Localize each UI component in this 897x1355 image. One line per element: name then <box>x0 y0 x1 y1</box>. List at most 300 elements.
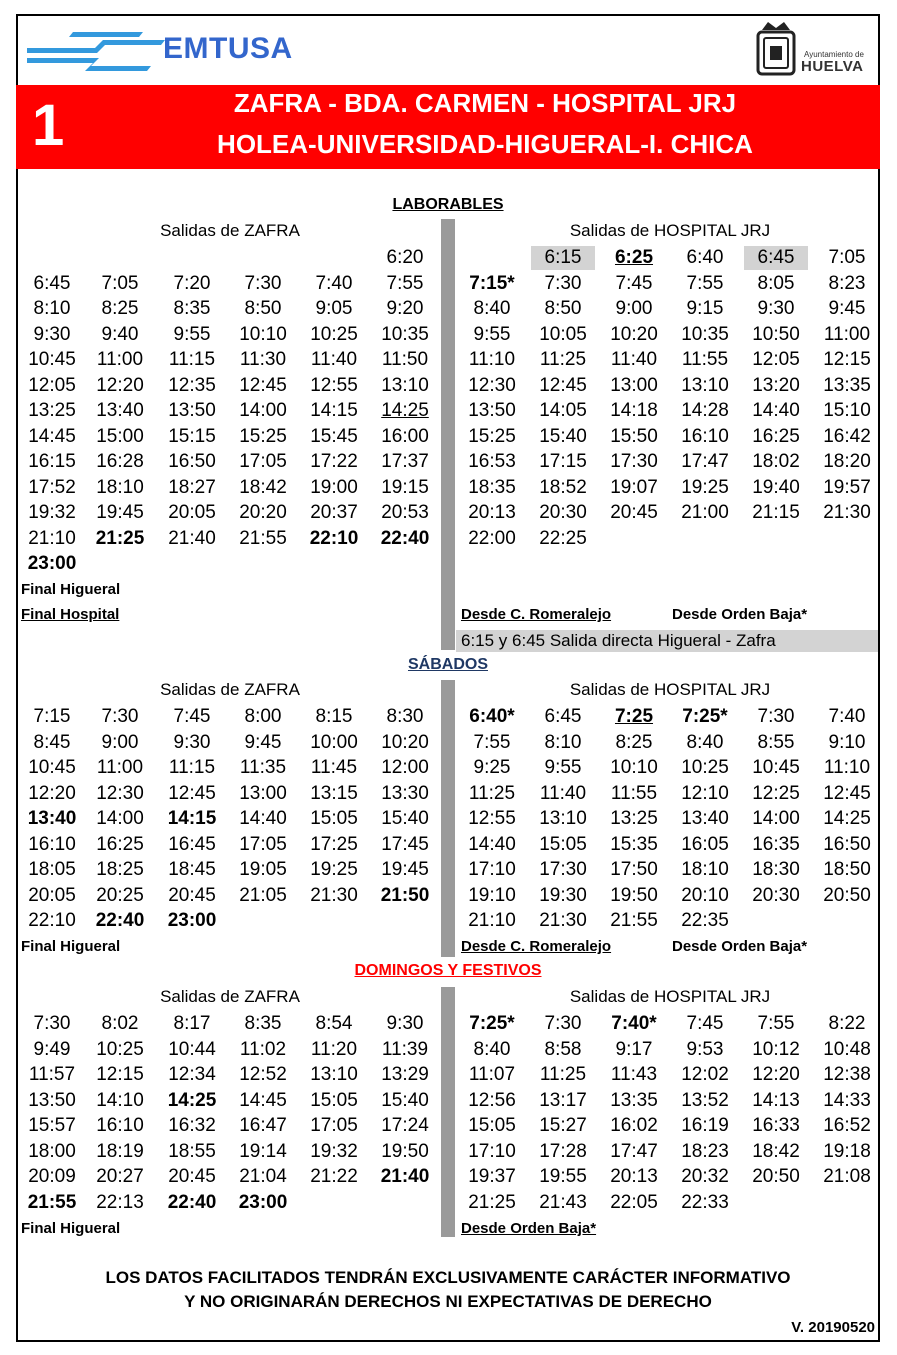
departure-time: 11:20 <box>310 1038 358 1060</box>
departure-time: 7:05 <box>828 247 866 268</box>
departure-time: 17:10 <box>468 1140 516 1162</box>
departure-time: 11:40 <box>610 349 658 370</box>
departure-time: 10:45 <box>752 757 800 778</box>
departure-time: 7:30 <box>33 1013 71 1034</box>
departure-time: 19:30 <box>539 884 587 906</box>
departure-time: 8:55 <box>757 731 795 753</box>
departure-time: 19:32 <box>28 502 76 523</box>
departure-time: 7:25* <box>469 1013 515 1034</box>
departure-time: 13:17 <box>539 1089 587 1111</box>
departure-time: 8:00 <box>244 706 282 727</box>
departure-time: 14:40 <box>752 400 800 421</box>
departure-time: 8:25 <box>615 731 653 753</box>
departure-time: 21:55 <box>239 527 287 549</box>
departure-time: 22:40 <box>380 527 430 549</box>
departure-time: 22:40 <box>95 910 145 931</box>
departure-time: 7:40* <box>611 1013 657 1034</box>
departure-time: 21:30 <box>539 910 587 931</box>
departure-time: 9:00 <box>101 731 139 753</box>
departure-time: 10:00 <box>310 731 358 753</box>
departure-time: 17:15 <box>539 451 587 472</box>
note-desde-romeralejo: Desde C. Romeralejo <box>461 606 612 623</box>
right-header: Salidas de HOSPITAL JRJ <box>569 987 771 1006</box>
departure-time: 9:17 <box>615 1038 653 1060</box>
departure-time: 8:45 <box>33 731 71 753</box>
departure-time: 15:00 <box>96 425 144 447</box>
departure-time: 17:10 <box>468 859 516 880</box>
departure-time: 21:40 <box>380 1166 430 1187</box>
departure-time: 12:00 <box>381 757 429 778</box>
departure-time: 15:40 <box>381 1089 429 1111</box>
brand-name: EMTUSA <box>163 32 293 65</box>
departure-time: 13:40 <box>27 808 77 829</box>
departure-time: 18:20 <box>823 451 871 472</box>
departure-time: 9:55 <box>173 323 211 345</box>
departure-time: 20:13 <box>468 502 516 523</box>
departure-time: 7:30 <box>101 706 139 727</box>
departure-time: 23:00 <box>238 1191 288 1213</box>
departure-time: 13:10 <box>681 374 729 396</box>
departure-time: 19:10 <box>468 884 516 906</box>
left-header: Salidas de ZAFRA <box>160 680 300 699</box>
departure-time: 21:40 <box>168 527 216 549</box>
departure-time: 16:32 <box>168 1115 216 1136</box>
departure-time: 7:30 <box>757 706 795 727</box>
departure-time: 19:25 <box>681 476 729 498</box>
departure-time: 13:50 <box>168 400 216 421</box>
departure-time: 9:20 <box>386 298 424 319</box>
departure-time: 14:40 <box>468 833 516 855</box>
departure-time: 12:10 <box>681 782 729 804</box>
departure-time: 13:29 <box>381 1064 429 1085</box>
departure-time: 16:19 <box>681 1115 729 1136</box>
departure-time: 13:40 <box>681 808 729 829</box>
departure-time: 11:40 <box>310 349 358 370</box>
departure-time: 14:18 <box>610 400 658 421</box>
departure-time: 12:35 <box>168 374 216 396</box>
departure-time: 8:58 <box>544 1038 582 1060</box>
departure-time: 9:45 <box>244 731 282 753</box>
departure-time: 13:50 <box>28 1089 76 1111</box>
left-header: Salidas de ZAFRA <box>160 987 300 1006</box>
departure-time: 19:05 <box>239 859 287 880</box>
departure-time: 6:40* <box>469 706 515 727</box>
departure-time: 11:30 <box>239 349 287 370</box>
departure-time: 22:05 <box>610 1191 658 1213</box>
departure-time: 17:52 <box>28 476 76 498</box>
departure-time: 19:14 <box>239 1140 287 1162</box>
departure-time: 9:55 <box>544 757 582 778</box>
departure-time: 16:25 <box>752 425 800 447</box>
departure-time: 20:10 <box>681 884 729 906</box>
note-desde-romeralejo: Desde C. Romeralejo <box>461 938 612 955</box>
departure-time: 9:45 <box>828 298 866 319</box>
departure-time: 17:05 <box>239 833 287 855</box>
departure-time: 11:45 <box>310 757 358 778</box>
departure-time: 9:30 <box>33 323 71 345</box>
departure-time: 18:30 <box>752 859 800 880</box>
departure-time: 10:50 <box>752 323 800 345</box>
departure-time: 12:30 <box>96 782 144 804</box>
departure-time: 19:00 <box>310 476 358 498</box>
departure-time: 21:10 <box>28 527 76 549</box>
departure-time: 12:15 <box>96 1064 144 1085</box>
route-title-line1: ZAFRA - BDA. CARMEN - HOSPITAL JRJ <box>233 88 737 118</box>
departure-time: 6:45 <box>33 272 71 294</box>
departure-time: 16:02 <box>610 1115 658 1136</box>
departure-time: 22:25 <box>539 527 587 549</box>
departure-time: 13:00 <box>610 374 658 396</box>
departure-time: 13:25 <box>28 400 76 421</box>
departure-time: 14:33 <box>823 1089 871 1111</box>
departure-time: 7:15 <box>33 706 71 727</box>
departure-time: 14:25 <box>381 400 429 421</box>
departure-time: 18:55 <box>168 1140 216 1162</box>
departure-time: 7:55 <box>757 1013 795 1034</box>
departure-time: 17:45 <box>381 833 429 855</box>
departure-time: 17:30 <box>610 451 658 472</box>
departure-time: 16:50 <box>823 833 871 855</box>
left-header: Salidas de ZAFRA <box>160 221 300 240</box>
departure-time: 6:45 <box>544 706 582 727</box>
departure-time: 13:52 <box>681 1089 729 1111</box>
departure-time: 10:20 <box>610 323 658 345</box>
departure-time: 10:44 <box>168 1038 216 1060</box>
departure-time: 18:45 <box>168 859 216 880</box>
departure-time: 20:45 <box>168 1166 216 1187</box>
departure-time: 18:05 <box>28 859 76 880</box>
departure-time: 11:00 <box>823 323 871 345</box>
departure-time: 8:25 <box>101 298 139 319</box>
departure-time: 9:30 <box>173 731 211 753</box>
version-label: V. 20190520 <box>791 1319 875 1336</box>
departure-time: 9:40 <box>101 323 139 345</box>
departure-time: 19:25 <box>310 859 358 880</box>
ayuntamiento-label: Ayuntamiento de <box>804 50 864 59</box>
departure-time: 12:45 <box>239 374 287 396</box>
departure-time: 8:50 <box>544 298 582 319</box>
departure-time: 21:05 <box>239 884 287 906</box>
departure-time: 14:00 <box>96 808 144 829</box>
departure-time: 15:40 <box>539 425 587 447</box>
departure-time: 7:30 <box>544 1013 582 1034</box>
departure-time: 11:25 <box>539 349 587 370</box>
disclaimer-line1: LOS DATOS FACILITADOS TENDRÁN EXCLUSIVAMENTE CARÁCTER INFORMATIVO <box>105 1268 791 1287</box>
departure-time: 11:02 <box>239 1038 287 1060</box>
departure-time: 10:20 <box>381 731 429 753</box>
departure-time: 8:35 <box>244 1013 282 1034</box>
departure-time: 13:35 <box>610 1089 658 1111</box>
departure-time: 21:15 <box>752 502 800 523</box>
departure-time: 18:10 <box>681 859 729 880</box>
departure-time: 14:40 <box>239 808 287 829</box>
section-title: DOMINGOS Y FESTIVOS <box>354 962 542 979</box>
note-desde-orden-baja: Desde Orden Baja* <box>672 938 808 955</box>
departure-time: 11:39 <box>381 1038 429 1060</box>
departure-time: 9:55 <box>473 323 511 345</box>
departure-time: 12:45 <box>168 782 216 804</box>
departure-time: 16:10 <box>96 1115 144 1136</box>
departure-time: 13:00 <box>239 782 287 804</box>
departure-time: 6:45 <box>744 246 808 270</box>
departure-time: 14:28 <box>681 400 729 421</box>
departure-time: 9:53 <box>686 1038 724 1060</box>
departure-time: 12:25 <box>752 782 800 804</box>
departure-time: 22:10 <box>309 527 359 549</box>
departure-time: 9:49 <box>33 1038 71 1060</box>
departure-time: 12:20 <box>28 782 76 804</box>
departure-time: 11:55 <box>681 349 729 370</box>
departure-time: 22:33 <box>681 1191 729 1213</box>
departure-time: 15:27 <box>539 1115 587 1136</box>
departure-time: 15:15 <box>168 425 216 447</box>
departure-time: 12:20 <box>752 1064 800 1085</box>
departure-time: 18:10 <box>96 476 144 498</box>
note-final-higueral: Final Higueral <box>21 581 121 598</box>
departure-time: 21:25 <box>468 1191 516 1213</box>
departure-time: 18:27 <box>168 476 216 498</box>
departure-time: 8:22 <box>828 1013 866 1034</box>
departure-time: 10:25 <box>96 1038 144 1060</box>
departure-time: 20:37 <box>310 502 358 523</box>
departure-time: 19:40 <box>752 476 800 498</box>
departure-time: 7:20 <box>173 272 211 294</box>
departure-time: 12:05 <box>28 374 76 396</box>
departure-time: 22:40 <box>167 1191 217 1213</box>
departure-time: 15:10 <box>823 400 871 421</box>
direct-departure-text: 6:15 y 6:45 Salida directa Higueral - Zafra <box>461 631 776 650</box>
departure-time: 22:00 <box>468 527 516 549</box>
departure-time: 17:28 <box>539 1140 587 1162</box>
departure-time: 20:30 <box>539 502 587 523</box>
departure-time: 6:40 <box>686 247 724 268</box>
departure-time: 20:50 <box>823 884 871 906</box>
departure-time: 7:30 <box>544 272 582 294</box>
departure-time: 14:15 <box>310 400 358 421</box>
departure-time: 16:28 <box>96 451 144 472</box>
departure-time: 20:25 <box>96 884 144 906</box>
right-header: Salidas de HOSPITAL JRJ <box>569 680 771 699</box>
departure-time: 16:45 <box>168 833 216 855</box>
departure-time: 11:55 <box>610 782 658 804</box>
departure-time: 19:55 <box>539 1166 587 1187</box>
departure-time: 16:47 <box>239 1115 287 1136</box>
departure-time: 11:25 <box>468 782 516 804</box>
departure-time: 10:10 <box>239 323 287 345</box>
departure-time: 11:15 <box>168 349 216 370</box>
departure-time: 8:40 <box>473 1038 511 1060</box>
section-title: LABORABLES <box>392 196 504 213</box>
departure-time: 16:10 <box>681 425 729 447</box>
departure-time: 21:55 <box>27 1191 77 1213</box>
departure-time: 9:30 <box>757 298 795 319</box>
departure-time: 12:30 <box>468 374 516 396</box>
departure-time: 11:00 <box>96 757 144 778</box>
departure-time: 7:45 <box>173 706 211 727</box>
departure-time: 21:30 <box>823 502 871 523</box>
departure-time: 20:09 <box>28 1166 76 1187</box>
departure-time: 13:10 <box>310 1064 358 1085</box>
departure-time: 6:15 <box>531 246 595 270</box>
departure-time: 21:08 <box>823 1166 871 1187</box>
departure-time: 8:30 <box>386 706 424 727</box>
departure-time: 17:37 <box>381 451 429 472</box>
departure-time: 19:57 <box>823 476 871 498</box>
departure-time: 14:15 <box>167 808 217 829</box>
departure-time: 12:55 <box>310 374 358 396</box>
departure-time: 8:54 <box>315 1013 353 1034</box>
note-final-higueral: Final Higueral <box>21 1220 121 1237</box>
departure-time: 12:05 <box>752 349 800 370</box>
departure-time: 15:35 <box>610 833 658 855</box>
departure-time: 20:45 <box>168 884 216 906</box>
departure-time: 20:50 <box>752 1166 800 1187</box>
right-header: Salidas de HOSPITAL JRJ <box>569 221 771 240</box>
departure-time: 9:10 <box>828 731 866 753</box>
departure-time: 19:32 <box>310 1140 358 1162</box>
departure-time: 19:15 <box>381 476 429 498</box>
departure-time: 13:10 <box>539 808 587 829</box>
departure-time: 15:05 <box>310 1089 358 1111</box>
departure-time: 11:57 <box>28 1064 76 1085</box>
note-final-hospital: Final Hospital <box>21 606 120 623</box>
departure-time: 18:42 <box>752 1140 800 1162</box>
departure-time: 19:45 <box>96 502 144 523</box>
section-title: SÁBADOS <box>407 656 488 673</box>
departure-time: 10:35 <box>681 323 729 345</box>
departure-time: 7:45 <box>615 272 653 294</box>
departure-time: 14:25 <box>823 808 871 829</box>
departure-time: 16:10 <box>28 833 76 855</box>
departure-time: 8:23 <box>828 272 866 294</box>
departure-time: 12:02 <box>681 1064 729 1085</box>
route-title-line2: HOLEA-UNIVERSIDAD-HIGUERAL-I. CHICA <box>217 129 753 159</box>
departure-time: 10:35 <box>381 323 429 345</box>
departure-time: 11:07 <box>468 1064 516 1085</box>
departure-time: 8:02 <box>101 1013 139 1034</box>
departure-time: 11:35 <box>239 757 287 778</box>
departure-time: 20:32 <box>681 1166 729 1187</box>
disclaimer-line2: Y NO ORIGINARÁN DERECHOS NI EXPECTATIVAS DE DERECHO <box>184 1292 712 1311</box>
departure-time: 21:30 <box>310 884 358 906</box>
departure-time: 18:35 <box>468 476 516 498</box>
departure-time: 8:10 <box>544 731 582 753</box>
departure-time: 16:25 <box>96 833 144 855</box>
departure-time: 17:50 <box>610 859 658 880</box>
departure-time: 19:18 <box>823 1140 871 1162</box>
departure-time: 18:00 <box>28 1140 76 1162</box>
departure-time: 19:07 <box>610 476 658 498</box>
departure-time: 14:10 <box>96 1089 144 1111</box>
departure-time: 18:25 <box>96 859 144 880</box>
departure-time: 20:05 <box>28 884 76 906</box>
departure-time: 7:55 <box>386 272 424 294</box>
departure-time: 19:50 <box>610 884 658 906</box>
departure-time: 15:45 <box>310 425 358 447</box>
departure-time: 10:45 <box>28 757 76 778</box>
departure-time: 14:00 <box>752 808 800 829</box>
departure-time: 9:05 <box>315 298 353 319</box>
departure-time: 7:25 <box>614 706 654 727</box>
departure-time: 15:50 <box>610 425 658 447</box>
departure-time: 7:30 <box>244 272 282 294</box>
departure-time: 15:05 <box>539 833 587 855</box>
departure-time: 11:15 <box>168 757 216 778</box>
departure-time: 8:40 <box>473 298 511 319</box>
departure-time: 7:55 <box>686 272 724 294</box>
departure-time: 20:05 <box>168 502 216 523</box>
departure-time: 18:02 <box>752 451 800 472</box>
departure-time: 13:30 <box>381 782 429 804</box>
departure-time: 21:22 <box>310 1166 358 1187</box>
departure-time: 14:45 <box>28 425 76 447</box>
departure-time: 18:23 <box>681 1140 729 1162</box>
departure-time: 8:35 <box>173 298 211 319</box>
departure-time: 17:24 <box>381 1115 429 1136</box>
departure-time: 14:13 <box>752 1089 800 1111</box>
departure-time: 7:40 <box>828 706 866 727</box>
line-number: 1 <box>32 93 65 158</box>
departure-time: 12:45 <box>539 374 587 396</box>
departure-time: 16:42 <box>823 425 871 447</box>
departure-time: 16:33 <box>752 1115 800 1136</box>
departure-time: 21:04 <box>239 1166 287 1187</box>
departure-time: 7:05 <box>101 272 139 294</box>
departure-time: 7:25* <box>682 706 728 727</box>
departure-time: 15:57 <box>28 1115 76 1136</box>
departure-time: 12:52 <box>239 1064 287 1085</box>
departure-time: 11:25 <box>539 1064 587 1085</box>
departure-time: 12:56 <box>468 1089 516 1111</box>
departure-time: 7:55 <box>473 731 511 753</box>
section-divider <box>441 219 455 650</box>
departure-time: 17:25 <box>310 833 358 855</box>
departure-time: 6:25 <box>614 247 654 268</box>
departure-time: 17:47 <box>681 451 729 472</box>
departure-time: 20:27 <box>96 1166 144 1187</box>
departure-time: 20:30 <box>752 884 800 906</box>
departure-time: 13:50 <box>468 400 516 421</box>
departure-time: 20:53 <box>381 502 429 523</box>
departure-time: 19:50 <box>381 1140 429 1162</box>
departure-time: 15:05 <box>468 1115 516 1136</box>
departure-time: 11:43 <box>610 1064 658 1085</box>
departure-time: 10:10 <box>610 757 658 778</box>
departure-time: 20:45 <box>610 502 658 523</box>
departure-time: 7:15* <box>469 272 515 294</box>
departure-time: 17:47 <box>610 1140 658 1162</box>
departure-time: 21:25 <box>95 527 145 549</box>
departure-time: 7:45 <box>686 1013 724 1034</box>
departure-time: 10:25 <box>310 323 358 345</box>
departure-time: 12:38 <box>823 1064 871 1085</box>
departure-time: 7:40 <box>315 272 353 294</box>
departure-time: 17:05 <box>310 1115 358 1136</box>
departure-time: 12:55 <box>468 808 516 829</box>
huelva-label: HUELVA <box>801 58 864 75</box>
departure-time: 16:50 <box>168 451 216 472</box>
departure-time: 22:10 <box>28 910 76 931</box>
departure-time: 23:00 <box>27 553 77 574</box>
note-desde-orden-baja: Desde Orden Baja* <box>672 606 808 623</box>
departure-time: 22:35 <box>681 910 729 931</box>
departure-time: 11:50 <box>381 349 429 370</box>
departure-time: 16:35 <box>752 833 800 855</box>
section-divider <box>441 680 455 957</box>
departure-time: 6:20 <box>386 247 424 268</box>
departure-time: 14:00 <box>239 400 287 421</box>
departure-time: 18:50 <box>823 859 871 880</box>
